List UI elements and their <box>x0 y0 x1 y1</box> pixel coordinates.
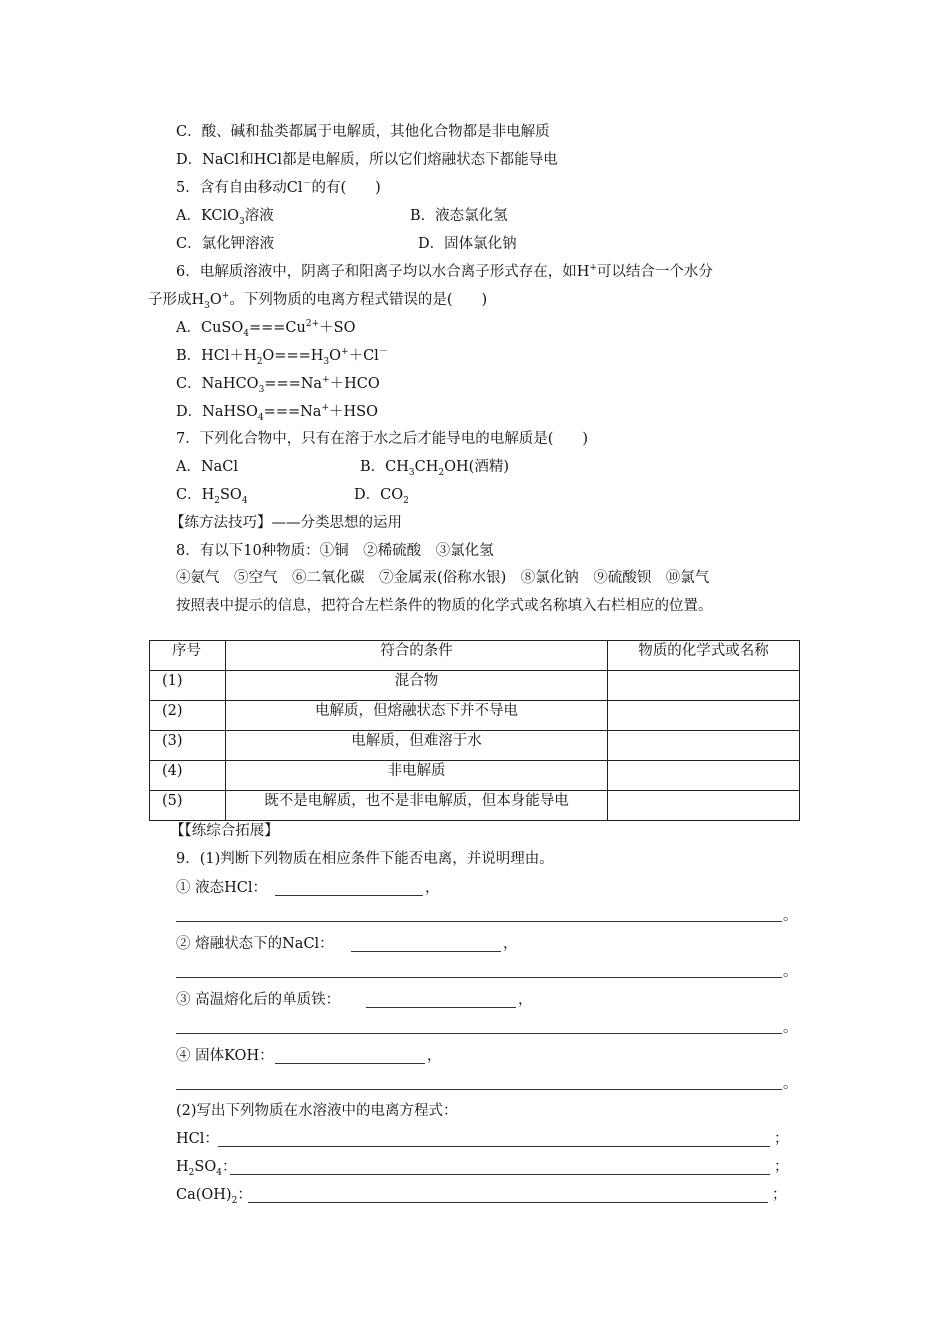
table-cell-condition: 混合物 <box>226 671 608 701</box>
table-row <box>150 761 800 791</box>
q8-table <box>149 640 800 821</box>
q8-instruction: 按照表中提示的信息，把符合左栏条件的物质的化学式或名称填入右栏相应的位置。 <box>176 598 713 614</box>
q8-substance-list: ④氨气 ⑤空气 ⑥二氧化碳 ⑦金属汞(俗称水银) ⑧氯化钠 ⑨硫酸钡 ⑩氯气 <box>176 570 710 586</box>
q9-part1-stem: 9．(1)判断下列物质在相应条件下能否电离，并说明理由。 <box>176 851 554 867</box>
q9-item4-blank[interactable] <box>275 1063 425 1064</box>
q5-option-d: D．固体氯化钠 <box>418 236 517 252</box>
q5-option-a: A．KClO$_3$溶液 <box>176 208 274 227</box>
q7-option-b: B．$CH_3CH_2OH$(酒精) <box>360 459 509 478</box>
table-header-row <box>150 641 800 671</box>
q6-option-a: A．$CuSO_4===Cu^{2+}+SO$ <box>176 319 356 339</box>
table-cell-index: (2) <box>150 701 226 731</box>
table-header: 符合的条件 <box>226 641 608 671</box>
table-header: 序号 <box>150 641 226 671</box>
q9-item4-reason-blank[interactable] <box>176 1089 782 1090</box>
q9-item2-period: 。 <box>783 964 798 980</box>
q9-eq1-blank[interactable] <box>218 1146 770 1147</box>
q6-option-c: C．NaHCO$_3$===Na+＋HCO <box>176 375 380 395</box>
q9-eq1-semicolon: ； <box>774 1131 789 1147</box>
table-cell-condition: 电解质，但熔融状态下并不导电 <box>226 701 608 731</box>
q6-stem-line2: 子形成$H_3O^+$。下列物质的电离方程式错误的是( ) <box>148 291 488 311</box>
q5-option-c: C．氯化钾溶液 <box>176 236 275 252</box>
q5-option-b: B．液态氯化氢 <box>410 208 508 224</box>
q9-item2-label: ② 熔融状态下的NaCl： <box>176 936 334 952</box>
q6-stem-line1: 6．电解质溶液中，阴离子和阳离子均以水合离子形式存在，如H+可以结合一个水分 <box>176 263 713 280</box>
q9-item3-blank[interactable] <box>366 1007 516 1008</box>
q9-item4-label: ④ 固体KOH： <box>176 1048 274 1064</box>
q9-item2-comma: ， <box>503 936 518 952</box>
q9-item3-comma: ， <box>518 992 533 1008</box>
table-cell-answer[interactable] <box>608 791 800 821</box>
q6-option-d: D．NaHSO$_4$===Na+＋HSO <box>176 403 378 423</box>
table-cell-index: (4) <box>150 761 226 791</box>
q9-eq3-blank[interactable] <box>248 1202 768 1203</box>
q4-option-d: D．NaCl和HCl都是电解质，所以它们熔融状态下都能导电 <box>176 152 558 168</box>
q9-item4-comma: ， <box>427 1048 442 1064</box>
table-cell-condition: 既不是电解质，也不是非电解质，但本身能导电 <box>226 791 608 821</box>
q9-eq3-semicolon: ； <box>772 1187 787 1203</box>
table-header: 物质的化学式或名称 <box>608 641 800 671</box>
table-cell-index: (3) <box>150 731 226 761</box>
q9-eq3-label: $Ca(OH)_2$： <box>176 1187 252 1206</box>
section-heading-comprehensive: 【【练综合拓展】 <box>170 823 279 839</box>
q9-eq1-label: HCl： <box>176 1131 219 1147</box>
table-cell-answer[interactable] <box>608 761 800 791</box>
table-row <box>150 791 800 821</box>
table-cell-condition: 非电解质 <box>226 761 608 791</box>
q9-eq2-semicolon: ； <box>774 1159 789 1175</box>
table-row <box>150 701 800 731</box>
q9-item3-reason-blank[interactable] <box>176 1033 782 1034</box>
q9-item2-blank[interactable] <box>351 951 501 952</box>
q9-item3-period: 。 <box>783 1020 798 1036</box>
q9-part2-stem: (2)写出下列物质在水溶液中的电离方程式： <box>176 1103 458 1119</box>
q9-eq2-blank[interactable] <box>230 1174 770 1175</box>
q4-option-c: C．酸、碱和盐类都属于电解质，其他化合物都是非电解质 <box>176 124 550 140</box>
q7-option-d: D．$CO_2$ <box>354 487 409 506</box>
q9-eq2-label: $H_2SO_4$： <box>176 1159 237 1178</box>
q8-stem: 8．有以下10种物质：①铜 ②稀硫酸 ③氯化氢 <box>176 543 494 559</box>
table-cell-condition: 电解质，但难溶于水 <box>226 731 608 761</box>
table-cell-answer[interactable] <box>608 701 800 731</box>
q9-item1-period: 。 <box>783 908 798 924</box>
table-row <box>150 731 800 761</box>
q9-item3-label: ③ 高温熔化后的单质铁： <box>176 992 341 1008</box>
q7-option-c: C．$H_2SO_4$ <box>176 487 248 506</box>
q7-stem: 7．下列化合物中，只有在溶于水之后才能导电的电解质是( ) <box>176 431 589 447</box>
section-heading-method: 【练方法技巧】——分类思想的运用 <box>170 515 402 531</box>
q9-item1-reason-blank[interactable] <box>176 921 782 922</box>
q9-item1-comma: ， <box>425 880 440 896</box>
table-cell-answer[interactable] <box>608 671 800 701</box>
q6-option-b: B．$HCl+H_2O===H_3O^++Cl^-$ <box>176 347 388 367</box>
table-row <box>150 671 800 701</box>
q5-stem: 5．含有自由移动Cl－的有( ) <box>176 179 381 196</box>
q9-item4-period: 。 <box>783 1076 798 1092</box>
q7-option-a: A．NaCl <box>176 459 239 475</box>
q9-item1-label: ① 液态HCl： <box>176 880 267 896</box>
table-cell-index: (1) <box>150 671 226 701</box>
q9-item1-blank[interactable] <box>275 895 423 896</box>
table-cell-answer[interactable] <box>608 731 800 761</box>
q9-item2-reason-blank[interactable] <box>176 977 782 978</box>
table-cell-index: (5) <box>150 791 226 821</box>
